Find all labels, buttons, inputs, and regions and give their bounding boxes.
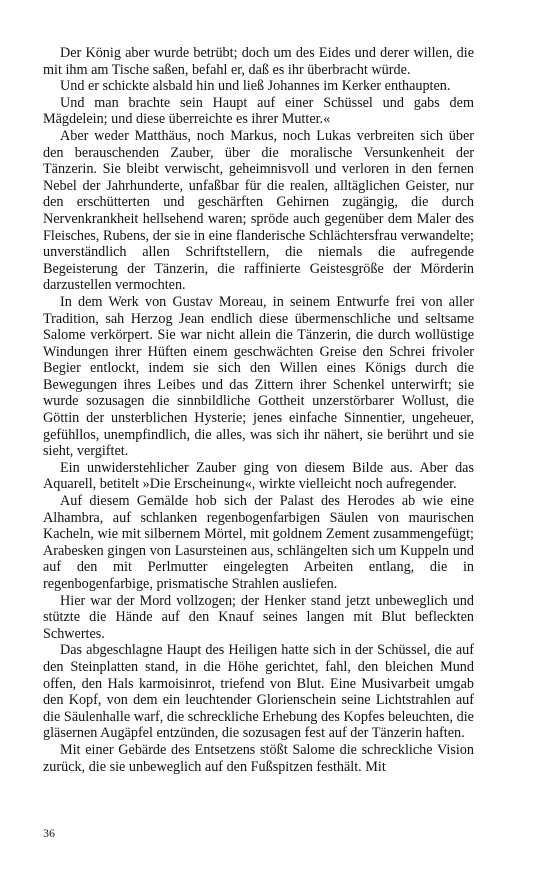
paragraph: Und man brachte sein Haupt auf einer Schüssel und gabs dem Mägdelein; und diese überreichte es ihrer Mutter.« bbox=[43, 94, 474, 128]
page-body bbox=[43, 45, 474, 775]
paragraph: Aber weder Matthäus, noch Markus, noch Lukas verbreiten sich über den berauschenden Zauber, über die moralische Versunkenheit der Tänzerin. Sie bleibt verwischt, geheimnisvoll und verloren in den fernen Nebel der Jahrhunderte, unfaßbar für die realen, alltäglichen Geister, nur den erschütterten und geschärften Gehirnen zugängig, die durch Nervenkrankheit hellsehend waren; spröde auch gegenüber dem Maler des Fleisches, Rubens, der sie in eine flanderische Schlächtersfrau verwandelte; unverständlich allen Schriftstellern, die niemals die aufregende Begeisterung der Tänzerin, die raffinierte Geistesgröße der Mörderin darzustellen vermochten. bbox=[43, 127, 474, 294]
paragraph: Der König aber wurde betrübt; doch um des Eides und derer willen, die mit ihm am Tische saßen, befahl er, daß es ihr überbracht würde. bbox=[43, 45, 474, 78]
paragraph: Und er schickte alsbald hin und ließ Johannes im Kerker enthaupten. bbox=[60, 78, 451, 95]
paragraph: Hier war der Mord vollzogen; der Henker stand jetzt unbeweglich und stützte die Hände auf den Knauf seines langen mit Blut befleckten Schwertes. bbox=[43, 592, 474, 642]
paragraph: Ein unwiderstehlicher Zauber ging von diesem Bilde aus. Aber das Aquarell, betitelt »Die Erscheinung«, wirkte vielleicht noch aufregender. bbox=[43, 459, 474, 493]
paragraph: Auf diesem Gemälde hob sich der Palast des Herodes ab wie eine Alhambra, auf schlanken regenbogenfarbigen Säulen von maurischen Kacheln, wie mit silbernem Mörtel, mit goldnem Zement zusammengefügt; Arabesken gingen von Lasursteinen aus, schlängelten sich um Kuppeln und auf den mit Perlmutter eingelegten Arbeiten entlang, die in regenbogenfarbige, prismatische Strahlen ausliefen. bbox=[43, 493, 474, 592]
paragraph: Das abgeschlagne Haupt des Heiligen hatte sich in der Schüssel, die auf den Steinplatten stand, in die Höhe gerichtet, fahl, den bleichen Mund offen, den Hals karmoisinrot, triefend von Blut. Eine Musivarbeit umgab den Kopf, von dem ein leuchtender Glorienschein seine Lichtstrahlen auf die Säulenhalle warf, die schreckliche Erhebung des Kopfes beleuchten, die gläsernen Augäpfel entzünden, die sozusagen fest auf der Tänzerin haften. bbox=[43, 642, 474, 742]
paragraph: Mit einer Gebärde des Entsetzens stößt Salome die schreckliche Vision zurück, die sie unbeweglich auf den Fußspitzen festhält. Mit bbox=[43, 741, 474, 775]
page-number: 36 bbox=[43, 826, 55, 840]
paragraph: In dem Werk von Gustav Moreau, in seinem Entwurfe frei von aller Tradition, sah Herzog Jean endlich diese übermenschliche und seltsame Salome verkörpert. Sie war nicht allein die Tänzerin, die durch wollüstige Windungen ihrer Hüften einem geschwächten Greise den Schrei frivoler Begier entlockt, indem sie sich den Willen eines Königs durch die Bewegungen ihres Leibes und das Zittern ihrer Schenkel unterwirft; sie wurde sozusagen die sinnbildliche Gottheit unzerstörbarer Wollust, die Göttin der unsterblichen Hysterie; jenes einfache Sinnentier, ungeheuer, gefühllos, unempfindlich, die alles, was sich ihr nähert, sie berührt und sie sieht, vergiftet. bbox=[43, 293, 474, 460]
